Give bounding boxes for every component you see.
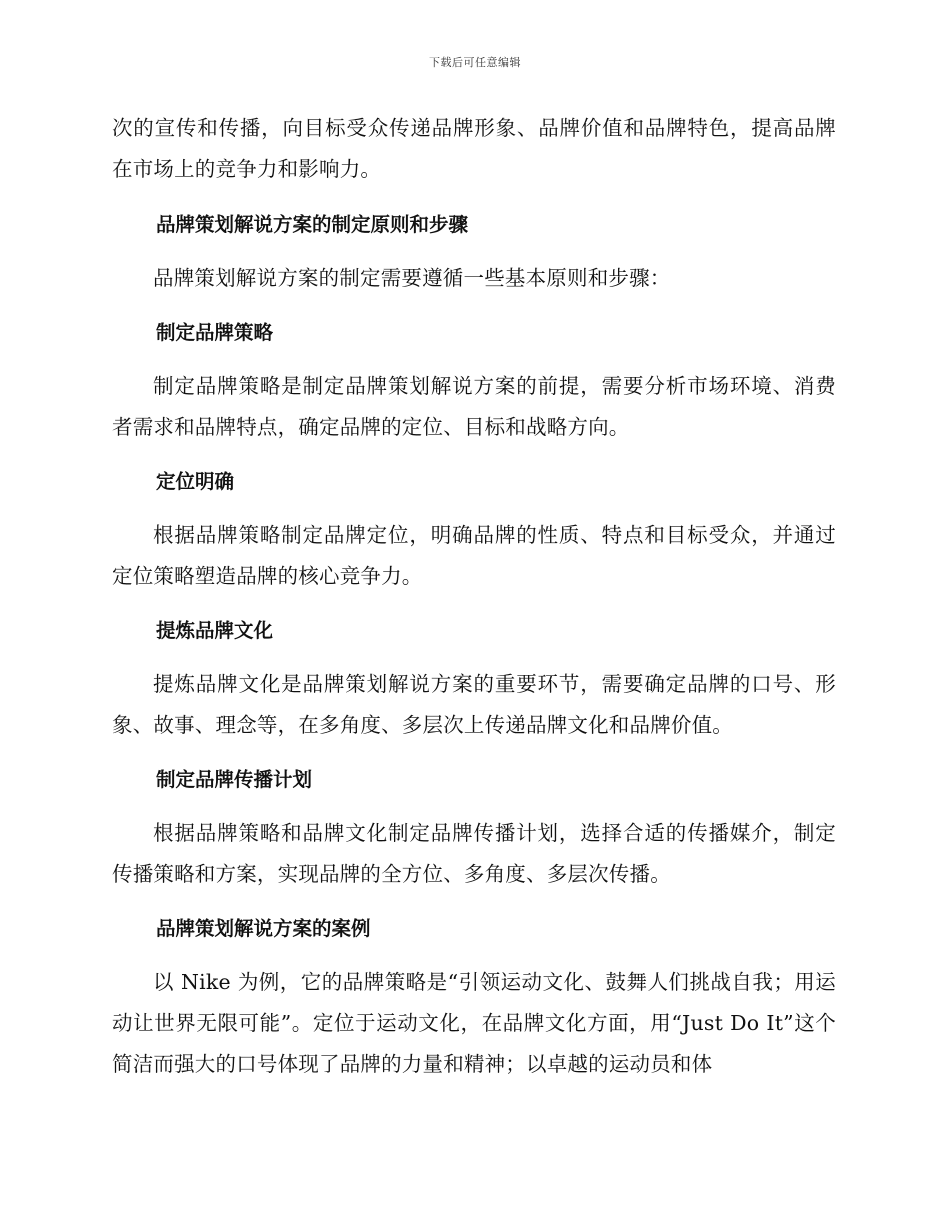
- paragraph-case: 以 Nike 为例，它的品牌策略是“引领运动文化、鼓舞人们挑战自我；用运动让世界无限可能”。定位于运动文化，在品牌文化方面，用“Just Do It”这个简洁而强大的口号体现了品牌的力量和精神；以卓越的运动员和体: [112, 970, 836, 1076]
- heading-communication: 制定品牌传播计划: [156, 768, 313, 791]
- document-body: [112, 108, 836, 1085]
- heading-positioning: 定位明确: [156, 470, 235, 493]
- page-header: 下载后可任意编辑: [429, 56, 521, 69]
- heading-case: 品牌策划解说方案的案例: [156, 917, 371, 940]
- paragraph-principles: 品牌策划解说方案的制定需要遵循一些基本原则和步骤：: [153, 266, 671, 290]
- paragraph-positioning: 根据品牌策略制定品牌定位，明确品牌的性质、特点和目标受众，并通过定位策略塑造品牌的核心竞争力。: [112, 523, 836, 588]
- heading-principles: 品牌策划解说方案的制定原则和步骤: [156, 213, 469, 236]
- paragraph-culture: 提炼品牌文化是品牌策划解说方案的重要环节，需要确定品牌的口号、形象、故事、理念等，在多角度、多层次上传递品牌文化和品牌价值。: [112, 672, 836, 737]
- paragraph-communication: 根据品牌策略和品牌文化制定品牌传播计划，选择合适的传播媒介，制定传播策略和方案，实现品牌的全方位、多角度、多层次传播。: [112, 821, 836, 886]
- heading-strategy: 制定品牌策略: [156, 321, 274, 344]
- paragraph-strategy: 制定品牌策略是制定品牌策划解说方案的前提，需要分析市场环境、消费者需求和品牌特点，确定品牌的定位、目标和战略方向。: [112, 374, 836, 439]
- paragraph-continued: 次的宣传和传播，向目标受众传递品牌形象、品牌价值和品牌特色，提高品牌在市场上的竞争力和影响力。: [112, 116, 836, 181]
- heading-culture: 提炼品牌文化: [156, 619, 274, 642]
